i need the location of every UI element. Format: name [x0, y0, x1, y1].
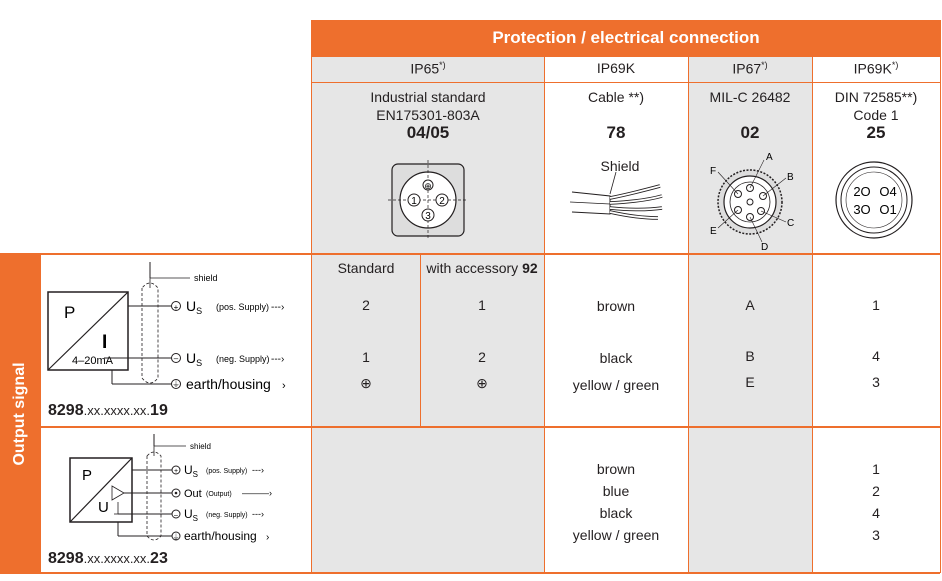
row1-din-1: 4: [872, 348, 880, 364]
grid-line: [0, 572, 940, 574]
din-pin-label: O4: [879, 184, 897, 199]
din-pin-label: O1: [879, 202, 897, 217]
row1-mil-0: A: [745, 297, 755, 313]
grid-line: [940, 20, 941, 573]
row1-acc-1: 2: [478, 349, 486, 365]
mil-connector-icon: [706, 150, 802, 250]
svg-text:US: $U_S$: [186, 350, 203, 368]
svg-text:+: +: [173, 303, 179, 312]
header-title: Protection / electrical connection: [492, 28, 760, 47]
svg-text:US: $U_S$: [184, 463, 199, 479]
svg-text:P: P: [82, 467, 93, 484]
svg-text:3: 3: [425, 211, 431, 222]
row2-din-2: 4: [872, 505, 880, 521]
mil-pin-label: C: [787, 218, 795, 229]
row1-std-2: ⊕: [360, 375, 372, 391]
mil-pin-label: F: [710, 166, 717, 177]
svg-text:2: 2: [439, 196, 445, 207]
svg-text:–: –: [173, 354, 179, 363]
mil-pin-label: B: [787, 172, 794, 183]
svg-text:⊕: ⊕: [424, 181, 432, 191]
svg-text:shield: shield: [194, 273, 218, 283]
row1-std-1: 1: [362, 349, 370, 365]
protection-ip67: IP67*): [732, 60, 768, 77]
svg-text:US: $U_S$: [184, 507, 199, 523]
grid-line: [0, 253, 940, 255]
svg-text:(Output): (Output): [206, 491, 232, 498]
connector-din: DIN 72585**) Code 1 25: [812, 88, 940, 142]
row1-cable-0: brown: [596, 298, 636, 314]
row1-cable-2: yellow / green: [572, 377, 660, 393]
header-bar: [312, 20, 940, 56]
row2-cable-3: yellow / green: [572, 527, 660, 543]
side-label-bar: [0, 254, 40, 574]
en175301-connector-icon: [388, 160, 468, 240]
row2-cable-1: blue: [602, 483, 630, 499]
svg-text:---›: ---›: [271, 354, 285, 365]
row1-din-0: 1: [872, 297, 880, 313]
row1-std-0: 2: [362, 297, 370, 313]
svg-text:shield: shield: [190, 442, 211, 451]
svg-text:+: +: [173, 468, 179, 475]
svg-text:(neg. Supply): (neg. Supply): [206, 512, 248, 519]
row2-wiring-diagram: [62, 430, 286, 548]
connector-ip65: Industrial standard EN175301-803A 04/05: [312, 88, 544, 142]
svg-text:⏚: ⏚: [172, 534, 180, 541]
svg-text:Out: Out: [184, 488, 202, 500]
side-label: Output signal: [11, 362, 28, 466]
svg-text:---›: ---›: [271, 302, 285, 313]
grid-line: [40, 254, 41, 573]
svg-text:earth/housing: earth/housing: [186, 376, 271, 392]
svg-text:⏚: ⏚: [172, 380, 180, 389]
row1-model-number: 8298.xx.xxxx.xx.19: [48, 402, 168, 419]
svg-text:(pos. Supply): (pos. Supply): [206, 468, 248, 475]
svg-text:---›: ---›: [252, 509, 264, 519]
protection-ip65: IP65*): [410, 60, 446, 77]
row1-mil-2: E: [745, 374, 755, 390]
din-connector-icon: [834, 160, 914, 240]
svg-text:(pos. Supply): (pos. Supply): [216, 302, 270, 312]
connector-code: 04/05: [406, 123, 450, 142]
row1-acc-0: 1: [478, 297, 486, 313]
mil-pin-label: A: [766, 152, 773, 163]
row2-din-1: 2: [872, 483, 880, 499]
grid-line: [40, 426, 940, 428]
grid-line: [312, 56, 940, 57]
svg-text:---›: ---›: [252, 465, 264, 475]
row1-mil-1: B: [745, 348, 755, 364]
protection-ip69k-cable: IP69K: [596, 60, 636, 76]
connector-code: 78: [606, 123, 626, 142]
row2-cable-2: black: [599, 505, 633, 521]
connector-code: 25: [866, 123, 886, 142]
row2-model-number: 8298.xx.xxxx.xx.23: [48, 550, 168, 567]
svg-text:4–20mA: 4–20mA: [72, 355, 113, 367]
svg-text:1: 1: [411, 196, 417, 207]
svg-text:earth/housing: earth/housing: [184, 529, 257, 543]
sub-header-accessory: with accessory 92: [426, 260, 538, 276]
connector-mil: MIL-C 26482 02: [688, 88, 812, 142]
svg-text:–: –: [174, 512, 178, 519]
svg-text:P: P: [64, 303, 76, 322]
protection-ip69k-din: IP69K*): [853, 60, 899, 77]
mil-pin-label: D: [761, 242, 769, 250]
connector-cable: Cable **) 78: [544, 88, 688, 142]
row2-din-3: 3: [872, 527, 880, 543]
grid-line: [420, 254, 421, 426]
row1-din-2: 3: [872, 374, 880, 390]
svg-text:U: U: [98, 499, 109, 516]
cable-shield-label: Shield: [600, 158, 640, 174]
svg-text:I: I: [102, 332, 108, 353]
din-pin-label: 2O: [853, 184, 871, 199]
svg-text:(neg. Supply): (neg. Supply): [216, 354, 270, 364]
svg-text:›: ›: [266, 532, 270, 543]
svg-text:›: ›: [282, 380, 286, 392]
sub-header-standard: Standard: [337, 260, 395, 276]
row1-acc-2: ⊕: [476, 375, 488, 391]
row2-cable-0: brown: [596, 461, 636, 477]
svg-text:———›: ———›: [242, 488, 272, 498]
grid-line: [312, 82, 940, 83]
row1-wiring-diagram: [44, 258, 308, 398]
connector-code: 02: [740, 123, 760, 142]
svg-text:US: $U_S$: [186, 298, 203, 316]
din-pin-label: 3O: [853, 202, 871, 217]
row1-cable-1: black: [599, 350, 633, 366]
row2-din-0: 1: [872, 461, 880, 477]
mil-pin-label: E: [710, 226, 717, 237]
cable-icon: [570, 172, 670, 224]
